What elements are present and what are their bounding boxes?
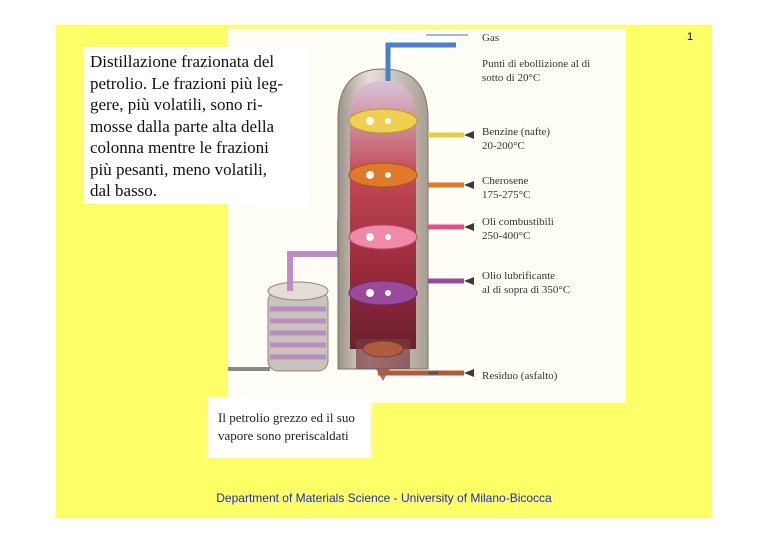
heater-coil: [228, 219, 340, 371]
caption-line: dal basso.: [90, 181, 158, 200]
caption-line: gere, più volatili, sono ri-: [90, 95, 263, 114]
label-benzine-line1: Benzine (nafte): [482, 126, 551, 138]
label-benzine-line2: 20-200°C: [482, 140, 525, 152]
label-boiling-line1: Punti di ebollizione al di: [482, 58, 591, 70]
label-olio-line2: al di sopra di 350°C: [482, 284, 571, 296]
label-oli-line2: 250-400°C: [482, 230, 531, 242]
caption-box: [84, 47, 309, 204]
caption-line: più pesanti, meno volatili,: [90, 159, 268, 179]
caption-line: mosse dalla parte alta della: [90, 116, 275, 136]
label-olio-line1: Olio lubrificante: [482, 270, 556, 282]
caption-line: petrolio. Le frazioni più leg-: [90, 73, 284, 93]
label-residuo: Residuo (asfalto): [482, 370, 558, 382]
label-cherosene-line2: 175-275°C: [482, 189, 531, 201]
caption-line: colonna mentre le frazioni: [90, 138, 269, 157]
label-cherosene-line1: Cherosene: [482, 175, 529, 187]
note-line: vapore sono preriscaldati: [218, 428, 349, 443]
page-number: 1: [687, 31, 694, 43]
label-gas: Gas: [482, 32, 500, 44]
label-oli-line1: Oli combustibili: [482, 216, 554, 228]
label-boiling-line2: sotto di 20°C: [482, 72, 541, 84]
caption-line: Distillazione frazionata del: [90, 52, 275, 71]
note-box: [208, 397, 371, 458]
footer-text: Department of Materials Science - University of Milano-Bicocca: [216, 491, 552, 505]
note-line: Il petrolio grezzo ed il suo: [218, 410, 355, 425]
